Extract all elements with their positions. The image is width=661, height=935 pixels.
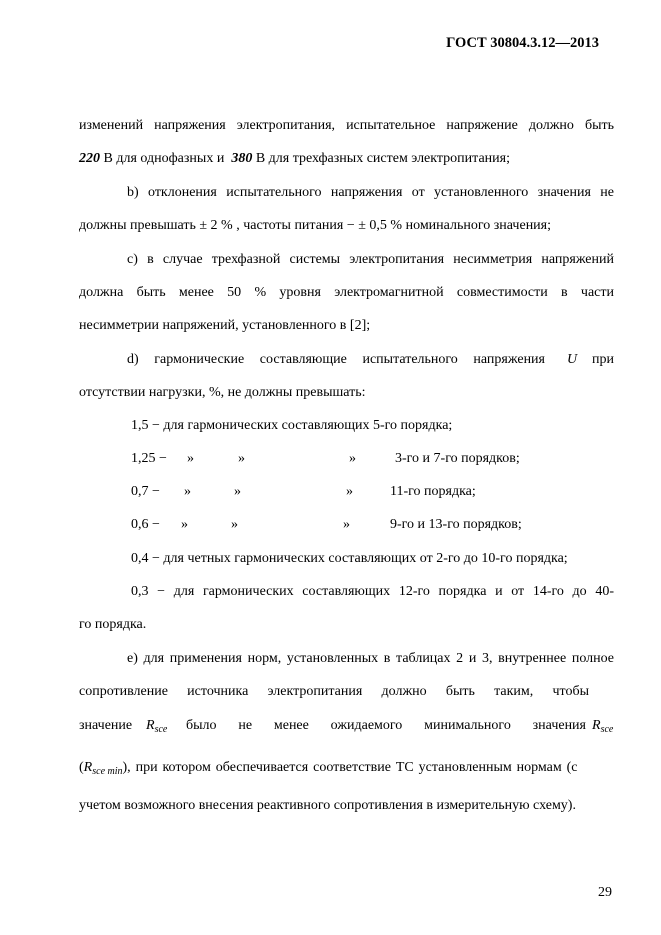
harmonic-item: 1,5 − для гармонических составляющих 5-го порядка; xyxy=(131,418,453,433)
ditto-mark: » xyxy=(346,484,353,499)
text-line: b) отклонения испытательного напряжения от установленного значения не xyxy=(127,185,614,200)
harmonic-order: 11-го порядка; xyxy=(390,484,476,499)
text-fragment: ( xyxy=(79,760,84,775)
ditto-mark: » xyxy=(231,517,238,532)
voltage-380: 380 xyxy=(231,151,253,166)
text-line: отсутствии нагрузки, %, не должны превышать: xyxy=(79,385,366,400)
harmonic-item: 0,3 − для гармонических составляющих 12-го порядка и от 14-го до 40- xyxy=(131,584,614,599)
text-line: должны превышать ± 2 % , частоты питания − ± 0,5 % номинального значения; xyxy=(79,218,552,233)
voltage-symbol-u: U xyxy=(567,352,578,367)
voltage-220: 220 xyxy=(79,151,100,166)
text-fragment: при xyxy=(592,352,614,367)
text-line xyxy=(79,151,614,167)
ditto-mark: » xyxy=(187,451,194,466)
text-line: c) в случае трехфазной системы электропитания несимметрия напряжений xyxy=(127,252,614,267)
text-line: должна быть менее 50 % уровня электромагнитной совместимости в части xyxy=(79,285,614,300)
resistance-symbol xyxy=(84,760,123,775)
harmonic-value: 1,25 − xyxy=(131,451,167,466)
text-fragment: В для трехфазных систем электропитания; xyxy=(255,151,510,166)
resistance-subscript: sce xyxy=(154,724,168,735)
ditto-mark: » xyxy=(343,517,350,532)
text-fragment: было не менее ожидаемого минимального значения xyxy=(186,718,586,733)
resistance-subscript: sce xyxy=(600,724,614,735)
harmonic-item-continued: го порядка. xyxy=(79,617,147,632)
harmonic-value: 0,6 − xyxy=(131,517,160,532)
resistance-symbol xyxy=(592,718,613,734)
text-line: учетом возможного внесения реактивного сопротивления в измерительную схему). xyxy=(79,798,576,813)
text-fragment: В для однофазных и xyxy=(103,151,225,166)
ditto-mark: » xyxy=(181,517,188,532)
resistance-letter: R xyxy=(592,718,601,733)
resistance-letter: R xyxy=(83,760,93,775)
text-line: несимметрии напряжений, установленного в [2]; xyxy=(79,318,371,333)
ditto-mark: » xyxy=(184,484,191,499)
harmonic-item: 0,4 − для четных гармонических составляющих от 2-го до 10-го порядка; xyxy=(131,551,568,566)
harmonic-order: 3-го и 7-го порядков; xyxy=(395,451,520,466)
resistance-subscript-min: sce min xyxy=(92,766,123,777)
resistance-letter: R xyxy=(146,718,155,733)
text-line: е) для применения норм, установленных в таблицах 2 и 3, внутреннее полное xyxy=(127,651,614,666)
harmonic-order: 9-го и 13-го порядков; xyxy=(390,517,522,532)
resistance-symbol xyxy=(146,718,167,734)
text-fragment: значение xyxy=(79,718,133,733)
text-fragment: d) гармонические составляющие испытательного напряжения xyxy=(127,352,545,367)
document-header: ГОСТ 30804.3.12—2013 xyxy=(446,35,599,51)
ditto-mark: » xyxy=(238,451,245,466)
harmonic-value: 0,7 − xyxy=(131,484,160,499)
ditto-mark: » xyxy=(234,484,241,499)
text-fragment: ), при котором обеспечивается соответствие ТС установленным нормам (с xyxy=(122,760,578,775)
text-line: сопротивление источника электропитания должно быть таким, чтобы xyxy=(79,684,589,699)
page-number: 29 xyxy=(598,885,612,900)
ditto-mark: » xyxy=(349,451,356,466)
text-line xyxy=(127,352,614,368)
text-line: изменений напряжения электропитания, испытательное напряжение должно быть xyxy=(79,118,614,133)
text-line xyxy=(79,718,614,734)
text-line xyxy=(79,760,614,776)
